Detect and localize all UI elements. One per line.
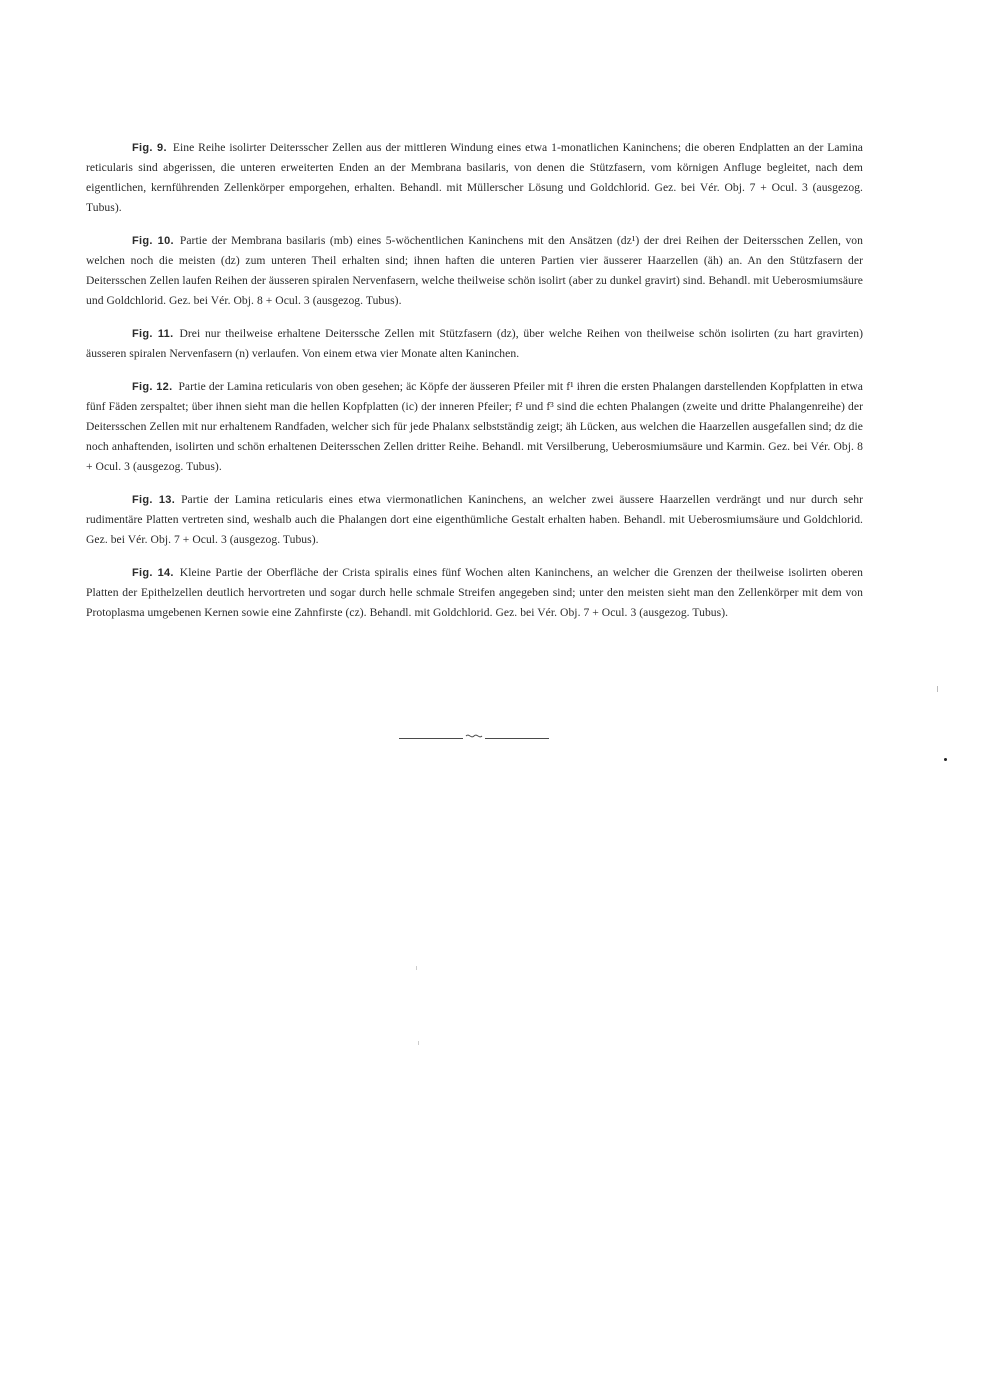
caption-label: Fig. 12. (132, 381, 173, 393)
caption-label: Fig. 9. (132, 142, 167, 154)
caption-text: Kleine Partie der Oberfläche der Crista spiralis eines fünf Wochen alten Kaninchens, an welcher die Grenzen der theilweise isolirten oberen Platten der Epithelzellen deutlich hervortreten und sogar durch helle schmale Streifen angegeben sind; unter den meisten sieht man den Zellenkörper mit dem von Protoplasma umgebenen Kernen sowie eine Zahnfirste (cz). Behandl. mit Goldchlorid. Gez. bei Vér. Obj. 7 + Ocul. 3 (ausgezog. Tubus). (86, 566, 863, 619)
divider-rule-left (399, 738, 463, 739)
caption-fig-9 (86, 138, 863, 218)
caption-fig-13 (86, 490, 863, 550)
ink-speck (416, 966, 417, 970)
caption-label: Fig. 11. (132, 328, 174, 340)
caption-label: Fig. 14. (132, 567, 174, 579)
caption-text: Partie der Lamina reticularis von oben gesehen; äc Köpfe der äusseren Pfeiler mit f¹ ihren die ersten Phalangen darstellenden Kopfplatten in etwa fünf Fäden zerspaltet; über ihnen sieht man die hellen Kopfplatten (ic) der inneren Pfeiler; f² und f³ sind die echten Phalangen (zweite und dritte Phalangenreihe) der Deitersschen Zellen mit nur erhaltenem Randfaden, welcher sich für jede Phalanx selbstständig zeigt; äh Lücken, aus welchen die Haarzellen ausgefallen sind; dz die noch anhaftenden, isolirten und schön erhaltenen Deitersschen Zellen dritter Reihe. Behandl. mit Versilberung, Ueberosmiumsäure und Karmin. Gez. bei Vér. Obj. 8 + Ocul. 3 (ausgezog. Tubus). (86, 380, 863, 473)
ink-speck (418, 1041, 419, 1045)
section-divider (399, 736, 549, 742)
caption-label: Fig. 10. (132, 235, 174, 247)
caption-text: Eine Reihe isolirter Deitersscher Zellen aus der mittleren Windung eines etwa 1-monatlichen Kaninchens; die oberen Endplatten an der Lamina reticularis sind abgerissen, die unteren erweiterten Enden an der Membrana basilaris, von denen die Stützfasern, vom körnigen Anfluge begleitet, nach dem eigentlichen, kernführenden Zellenkörper emporgehen, erhalten. Behandl. mit Müllerscher Lösung und Goldchlorid. Gez. bei Vér. Obj. 7 + Ocul. 3 (ausgezog. Tubus). (86, 141, 863, 214)
ink-speck (937, 686, 938, 692)
caption-label: Fig. 13. (132, 494, 176, 506)
divider-rule-right (485, 738, 549, 739)
caption-fig-10 (86, 231, 863, 311)
caption-fig-11 (86, 324, 863, 364)
caption-text: Partie der Membrana basilaris (mb) eines 5-wöchentlichen Kaninchens mit den Ansätzen (dz¹) der drei Reihen der Deitersschen Zellen, von welchen noch die meisten (dz) zum unteren Theil erhalten sind; ihnen haften die unteren Partien vier äusserer Haarzellen (äh) an. An den Stützfasern der Deitersschen Zellen laufen Reihen der äusseren spiralen Nervenfasern, welche theilweise schön isolirt (aber zu dunkel gravirt) sind. Behandl. mit Ueberosmiumsäure und Goldchlorid. Gez. bei Vér. Obj. 8 + Ocul. 3 (ausgezog. Tubus). (86, 234, 863, 307)
figure-captions (86, 138, 863, 636)
caption-text: Partie der Lamina reticularis eines etwa viermonatlichen Kaninchens, an welcher zwei äussere Haarzellen verdrängt und nur durch sehr rudimentäre Platten vertreten sind, weshalb auch die Phalangen dort eine eigenthümliche Gestalt erhalten haben. Behandl. mit Ueberosmiumsäure und Goldchlorid. Gez. bei Vér. Obj. 7 + Ocul. 3 (ausgezog. Tubus). (86, 493, 863, 546)
caption-text: Drei nur theilweise erhaltene Deiterssche Zellen mit Stützfasern (dz), über welche Reihen von theilweise schön isolirten (zu hart gravirten) äusseren spiralen Nervenfasern (n) verlaufen. Von einem etwa vier Monate alten Kaninchen. (86, 327, 863, 360)
ink-speck (944, 758, 947, 761)
caption-fig-12 (86, 377, 863, 477)
caption-fig-14 (86, 563, 863, 623)
ornament-flourish-icon (465, 731, 483, 744)
